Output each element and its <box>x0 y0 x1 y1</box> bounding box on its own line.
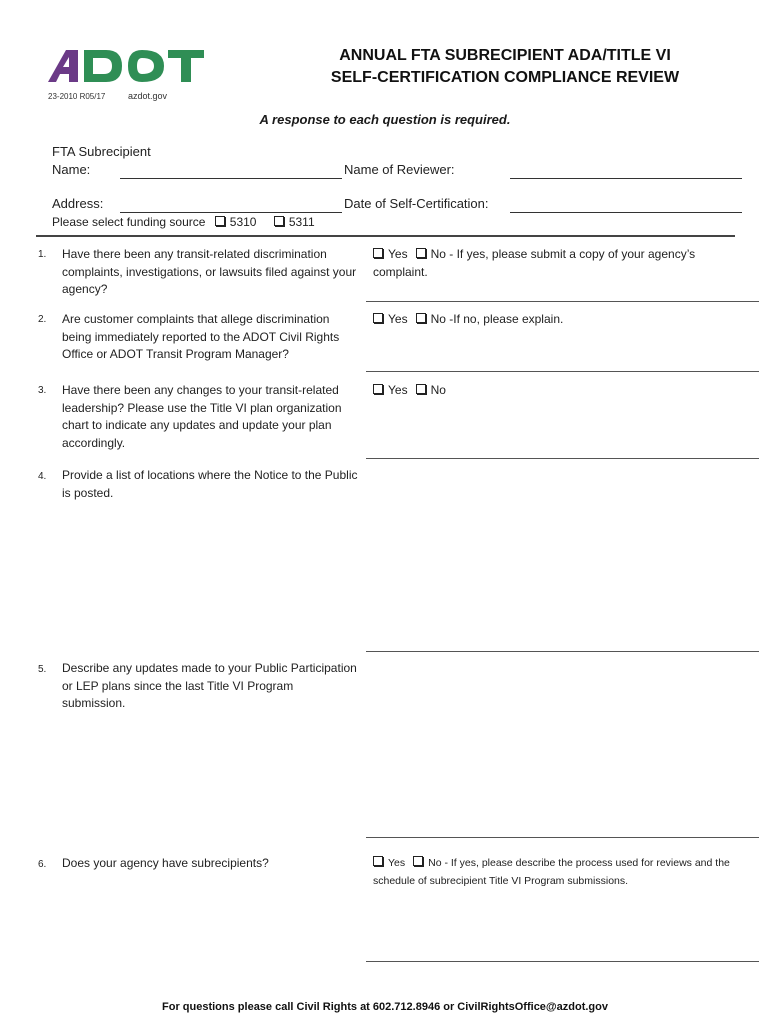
checkbox-icon[interactable] <box>413 856 423 866</box>
question-6-yes[interactable]: Yes <box>373 857 405 869</box>
question-3-answer <box>373 382 743 400</box>
address-label: Address: <box>52 196 104 211</box>
question-3-yes[interactable]: Yes <box>373 383 408 397</box>
subrecipient-name-field[interactable] <box>120 178 342 179</box>
checkbox-icon[interactable] <box>416 384 426 394</box>
funding-option-5310[interactable]: 5310 <box>215 215 257 229</box>
reviewer-name-field[interactable] <box>510 178 742 179</box>
question-1-text: Have there been any transit-related discrimination complaints, investigations, or lawsuits filed against your agency? <box>62 247 357 296</box>
checkbox-icon[interactable] <box>373 313 383 323</box>
question-4-text: Provide a list of locations where the Notice to the Public is posted. <box>62 468 358 500</box>
question-6-answer <box>373 854 743 890</box>
question-2-number: 2. <box>38 314 47 325</box>
website-text: azdot.gov <box>128 91 168 101</box>
question-4-number: 4. <box>38 471 47 482</box>
question-3-no[interactable]: No <box>416 383 446 397</box>
address-field[interactable] <box>120 212 342 213</box>
question-2-response-line[interactable] <box>366 371 759 372</box>
question-6-number: 6. <box>38 859 47 870</box>
question-2-yes[interactable]: Yes <box>373 312 408 326</box>
question-5-response-line[interactable] <box>366 837 759 838</box>
question-1-yes[interactable]: Yes <box>373 247 408 261</box>
question-3-text: Have there been any changes to your transit-related leadership? Please use the Title VI plan organization chart to indicate any updates and update your plan accordingly. <box>62 383 342 450</box>
checkbox-icon[interactable] <box>274 216 284 226</box>
question-1-response-line[interactable] <box>366 301 759 302</box>
checkbox-icon[interactable] <box>416 248 426 258</box>
question-4-response-line[interactable] <box>366 651 759 652</box>
funding-source-row <box>52 215 315 229</box>
subrecipient-label-line1: FTA Subrecipient <box>52 144 151 159</box>
funding-option-5311[interactable]: 5311 <box>274 215 315 229</box>
checkbox-icon[interactable] <box>373 856 383 866</box>
question-1-no[interactable]: No - If yes, please submit a copy of your agency’s complaint. <box>373 247 696 279</box>
checkbox-icon[interactable] <box>373 384 383 394</box>
date-field[interactable] <box>510 212 742 213</box>
question-3-number: 3. <box>38 385 47 396</box>
question-5-text: Describe any updates made to your Public Participation or LEP plans since the last Title VI Program submission. <box>62 661 357 710</box>
subrecipient-label-line2: Name: <box>52 162 91 177</box>
question-3-response-line[interactable] <box>366 458 759 459</box>
adot-logo-mark <box>48 50 204 82</box>
adot-logo <box>44 44 238 86</box>
checkbox-icon[interactable] <box>215 216 225 226</box>
title-line-1: ANNUAL FTA SUBRECIPIENT ADA/TITLE VI <box>339 47 671 64</box>
question-6-text: Does your agency have subrecipients? <box>62 856 269 870</box>
required-note: A response to each question is required. <box>259 112 511 127</box>
title-line-2: SELF-CERTIFICATION COMPLIANCE REVIEW <box>330 69 680 86</box>
question-2-answer <box>373 311 743 329</box>
question-5-number: 5. <box>38 664 47 675</box>
question-2-no[interactable]: No -If no, please explain. <box>416 312 564 326</box>
checkbox-icon[interactable] <box>416 313 426 323</box>
section-divider <box>36 235 735 237</box>
question-1-answer <box>373 246 743 281</box>
form-code: 23-2010 R05/17 <box>48 92 106 101</box>
question-6-response-line[interactable] <box>366 961 759 962</box>
question-2-text: Are customer complaints that allege discrimination being immediately reported to the ADOT Civil Rights Office or ADOT Transit Program Manager? <box>62 312 340 361</box>
document-title <box>300 45 710 89</box>
footer-contact: For questions please call Civil Rights at 602.712.8946 or CivilRightsOffice@azdot.gov <box>162 1001 608 1013</box>
date-label: Date of Self-Certification: <box>344 196 489 211</box>
question-6-no[interactable]: No - If yes, please describe the process used for reviews and the schedule of subrecipient Title VI Program submissions. <box>373 857 730 887</box>
reviewer-label: Name of Reviewer: <box>344 162 455 177</box>
question-1-number: 1. <box>38 249 47 260</box>
funding-source-label: Please select funding source <box>52 215 206 229</box>
checkbox-icon[interactable] <box>373 248 383 258</box>
